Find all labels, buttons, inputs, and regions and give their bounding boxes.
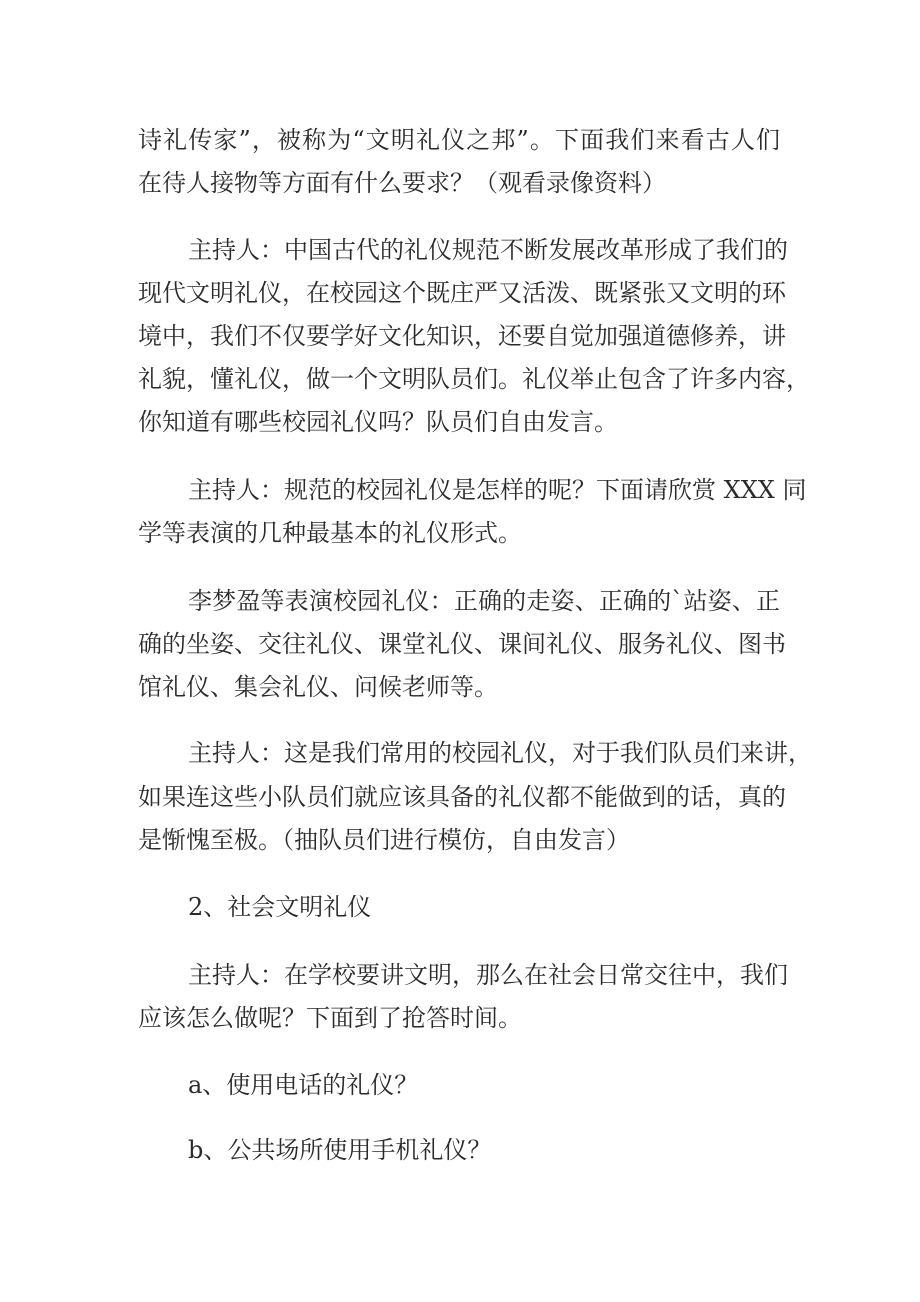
paragraph-line: 主持人：在学校要讲文明，那么在社会日常交往中，我们 [188, 961, 788, 989]
paragraph-line: 主持人：中国古代的礼仪规范不断发展改革形成了我们的 [188, 236, 788, 264]
paragraph-line: 在待人接物等方面有什么要求？（观看录像资料） [138, 169, 666, 197]
paragraph-line: 境中，我们不仅要学好文化知识，还要自觉加强道德修养，讲 [138, 322, 786, 350]
paragraph-line: 2、社会文明礼仪 [188, 893, 372, 921]
paragraph-line: 学等表演的几种最基本的礼仪形式。 [138, 519, 522, 547]
paragraph-line: 主持人：规范的校园礼仪是怎样的呢？下面请欣赏 XXX 同 [188, 476, 807, 504]
paragraph-line: a、使用电话的礼仪？ [188, 1071, 419, 1099]
paragraph-line: b、公共场所使用手机礼仪？ [188, 1136, 492, 1164]
paragraph-line: 礼貌，懂礼仪，做一个文明队员们。礼仪举止包含了许多内容， [138, 365, 810, 393]
paragraph-line: 现代文明礼仪，在校园这个既庄严又活泼、既紧张又文明的环 [138, 279, 786, 307]
paragraph-line: 诗礼传家”，被称为“文明礼仪之邦”。下面我们来看古人们 [138, 126, 780, 154]
paragraph-line: 你知道有哪些校园礼仪吗？队员们自由发言。 [138, 408, 618, 436]
paragraph-line: 主持人：这是我们常用的校园礼仪，对于我们队员们来讲， [188, 739, 812, 767]
paragraph-line: 馆礼仪、集会礼仪、问候老师等。 [138, 673, 498, 701]
paragraph-line: 如果连这些小队员们就应该具备的礼仪都不能做到的话，真的 [138, 783, 786, 811]
paragraph-line: 是惭愧至极。（抽队员们进行模仿，自由发言） [138, 826, 630, 854]
paragraph-line: 李梦盈等表演校园礼仪：正确的走姿、正确的`站姿、正 [188, 587, 780, 615]
paragraph-line: 应该怎么做呢？下面到了抢答时间。 [138, 1004, 522, 1032]
paragraph-line: 确的坐姿、交往礼仪、课堂礼仪、课间礼仪、服务礼仪、图书 [138, 630, 786, 658]
